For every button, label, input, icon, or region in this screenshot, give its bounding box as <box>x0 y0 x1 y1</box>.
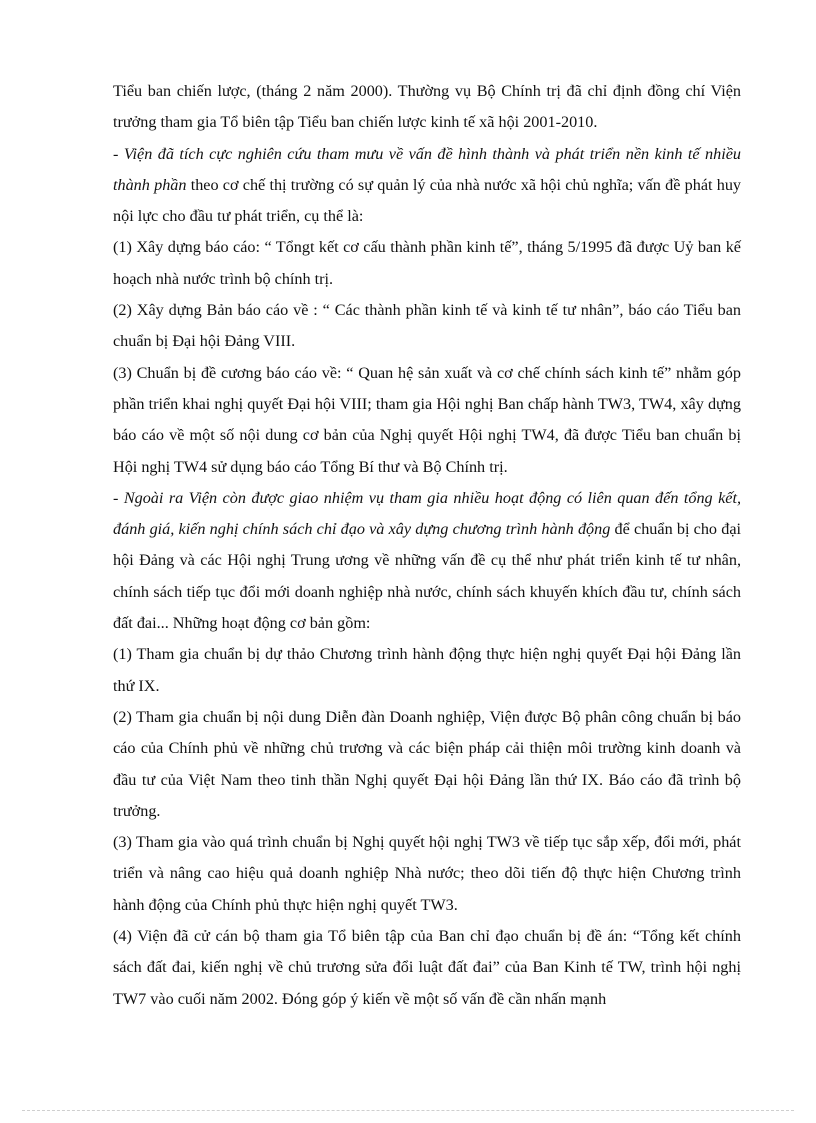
paragraph-text: (1) Xây dựng báo cáo: “ Tổngt kết cơ cấu thành phần kinh tế”, tháng 5/1995 đã được Uỷ ban kế hoạch nhà nước trình bộ chính trị. <box>113 238 741 288</box>
paragraph-text: (2) Tham gia chuẩn bị nội dung Diễn đàn Doanh nghiệp, Viện được Bộ phân công chuẩn bị báo cáo của Chính phủ về những chủ trương và các biện pháp cải thiện môi trường kinh doanh và đầu tư của Việt Nam theo tinh thần Nghị quyết Đại hội Đảng lần thứ IX. Báo cáo đã trình bộ trưởng. <box>113 707 741 820</box>
paragraph-emphasis: - Viện đã tích cực nghiên cứu tham mưu về vấn đề hình thành và phát triển nền kinh tế nhiều thành phần <box>113 144 741 194</box>
paragraph-text: (4) Viện đã cử cán bộ tham gia Tổ biên tập của Ban chỉ đạo chuẩn bị đề án: “Tổng kết chính sách đất đai, kiến nghị về chủ trương sửa đổi luật đất đai” của Ban Kinh tế TW, trình hội nghị TW7 vào cuối năm 2002. Đóng góp ý kiến về một số vấn đề cần nhấn mạnh <box>113 927 741 1008</box>
document-body <box>113 76 741 1015</box>
paragraph-text: (1) Tham gia chuẩn bị dự thảo Chương trình hành động thực hiện nghị quyết Đại hội Đảng lần thứ IX. <box>113 645 741 695</box>
page-bottom-rule <box>22 1110 794 1111</box>
list-item-2-business-forum <box>113 702 741 827</box>
paragraph-strategy-subcommittee <box>113 76 741 139</box>
list-item-1-action-program <box>113 639 741 702</box>
list-item-3-tw3-resolution <box>113 827 741 921</box>
paragraph-text: Tiểu ban chiến lược, (tháng 2 năm 2000). Thường vụ Bộ Chính trị đã chỉ định đồng chí Viện trưởng tham gia Tổ biên tập Tiểu ban chiến lược kinh tế xã hội 2001-2010. <box>113 82 741 132</box>
paragraph-additional-tasks <box>113 483 741 639</box>
paragraph-text: (3) Chuẩn bị đề cương báo cáo về: “ Quan hệ sản xuất và cơ chế chính sách kinh tế” nhằm góp phần triển khai nghị quyết Đại hội VIII; tham gia Hội nghị Ban chấp hành TW3, TW4, xây dựng báo cáo về một số nội dung cơ bản của Nghị quyết Hội nghị TW4, đã được Tiểu ban chuẩn bị Hội nghị TW4 sử dụng báo cáo Tổng Bí thư và Bộ Chính trị. <box>113 363 741 476</box>
paragraph-emphasis: - Ngoài ra Viện còn được giao nhiệm vụ tham gia nhiều hoạt động có liên quan đến tổng kết, đánh giá, kiến nghị chính sách chỉ đạo và xây dựng chương trình hành động <box>113 488 741 539</box>
paragraph-text: (2) Xây dựng Bản báo cáo về : “ Các thành phần kinh tế và kinh tế tư nhân”, báo cáo Tiểu ban chuẩn bị Đại hội Đảng VIII. <box>113 301 741 351</box>
paragraph-multi-sector-economy <box>113 139 741 233</box>
list-item-2-report <box>113 295 741 358</box>
paragraph-text: theo cơ chế thị trường có sự quản lý của nhà nước xã hội chủ nghĩa; vấn đề phát huy nội lực cho đầu tư phát triển, cụ thể là: <box>113 175 742 226</box>
paragraph-text: (3) Tham gia vào quá trình chuẩn bị Nghị quyết hội nghị TW3 về tiếp tục sắp xếp, đổi mới, phát triển và nâng cao hiệu quả doanh nghiệp Nhà nước; theo dõi tiến độ thực hiện Chương trình hành động của Chính phủ thực hiện nghị quyết TW3. <box>113 833 741 914</box>
list-item-3-outline <box>113 358 741 483</box>
paragraph-text: để chuẩn bị cho đại hội Đảng và các Hội nghị Trung ương về những vấn đề cụ thể như phát triển kinh tế tư nhân, chính sách tiếp tục đổi mới doanh nghiệp nhà nước, chính sách khuyến khích đầu tư, chính sách đất đai... Những hoạt động cơ bản gồm: <box>113 520 742 633</box>
list-item-4-land-policy <box>113 921 741 1015</box>
list-item-1-report <box>113 232 741 295</box>
